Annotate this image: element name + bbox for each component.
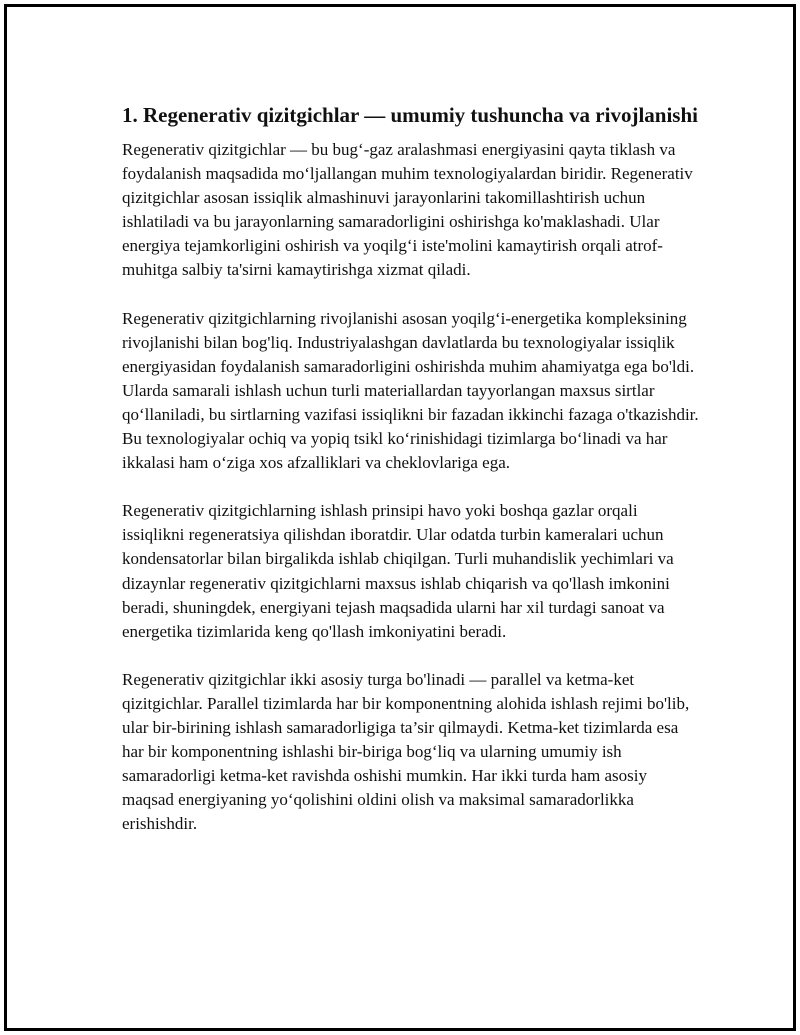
- paragraph-3: Regenerativ qizitgichlarning ishlash prinsipi havo yoki boshqa gazlar orqali issiqlikni regeneratsiya qilishdan iboratdir. Ular odatda turbin kameralari uchun kondensatorlar bilan birgalikda ishlab chiqilgan. Turli muhandislik yechimlari va dizaynlar regenerativ qizitgichlarni maxsus ishlab chiqarish va qo'llash imkonini beradi, shuningdek, energiyani tejash maqsadida ularni har xil turdagi sanoat va energetika tizimlarida keng qo'llash imkoniyatini beradi.: [122, 501, 674, 641]
- document-body: [122, 101, 702, 860]
- page-frame: [4, 4, 796, 1031]
- paragraph-4: Regenerativ qizitgichlar ikki asosiy turga bo'linadi — parallel va ketma-ket qizitgichlar. Parallel tizimlarda har bir komponentning alohida ishlash rejimi bo'lib, ular bir-birining ishlash samaradorligiga ta’sir qilmaydi. Ketma-ket tizimlarda esa har bir komponentning ishlashi bir-biriga bog‘liq va ularning umumiy ish samaradorligi ketma-ket ravishda oshishi mumkin. Har ikki turda ham asosiy maqsad energiyaning yo‘qolishini oldini olish va maksimal samaradorlikka erishishdir.: [122, 669, 690, 834]
- section-title: 1. Regenerativ qizitgichlar — umumiy tushuncha va rivojlanishi: [122, 103, 698, 127]
- paragraph-1: Regenerativ qizitgichlar — bu bug‘-gaz aralashmasi energiyasini qayta tiklash va foydalanish maqsadida mo‘ljallangan muhim texnologiyalardan biridir. Regenerativ qizitgichlar asosan issiqlik almashinuvi jarayonlarini takomillashtirish uchun ishlatiladi va bu jarayonlarning samaradorligini oshirishga ko'maklashadi. Ular energiya tejamkorligini oshirish va yoqilg‘i iste'molini kamaytirish orqali atrof-muhitga salbiy ta'sirni kamaytirishga xizmat qiladi.: [122, 140, 693, 280]
- paragraph-2: Regenerativ qizitgichlarning rivojlanishi asosan yoqilg‘i-energetika kompleksining rivojlanishi bilan bog'liq. Industriyalashgan davlatlarda bu texnologiyalar issiqlik energiyasidan foydalanish samaradorligini oshirishda muhim ahamiyatga ega bo'ldi. Ularda samarali ishlash uchun turli materiallardan tayyorlangan maxsus sirtlar qo‘llaniladi, bu sirtlarning vazifasi issiqlikni bir fazadan ikkinchi fazaga o'tkazishdir. Bu texnologiyalar ochiq va yopiq tsikl ko‘rinishidagi tizimlarga bo‘linadi va har ikkalasi ham o‘ziga xos afzalliklari va cheklovlariga ega.: [122, 308, 699, 473]
